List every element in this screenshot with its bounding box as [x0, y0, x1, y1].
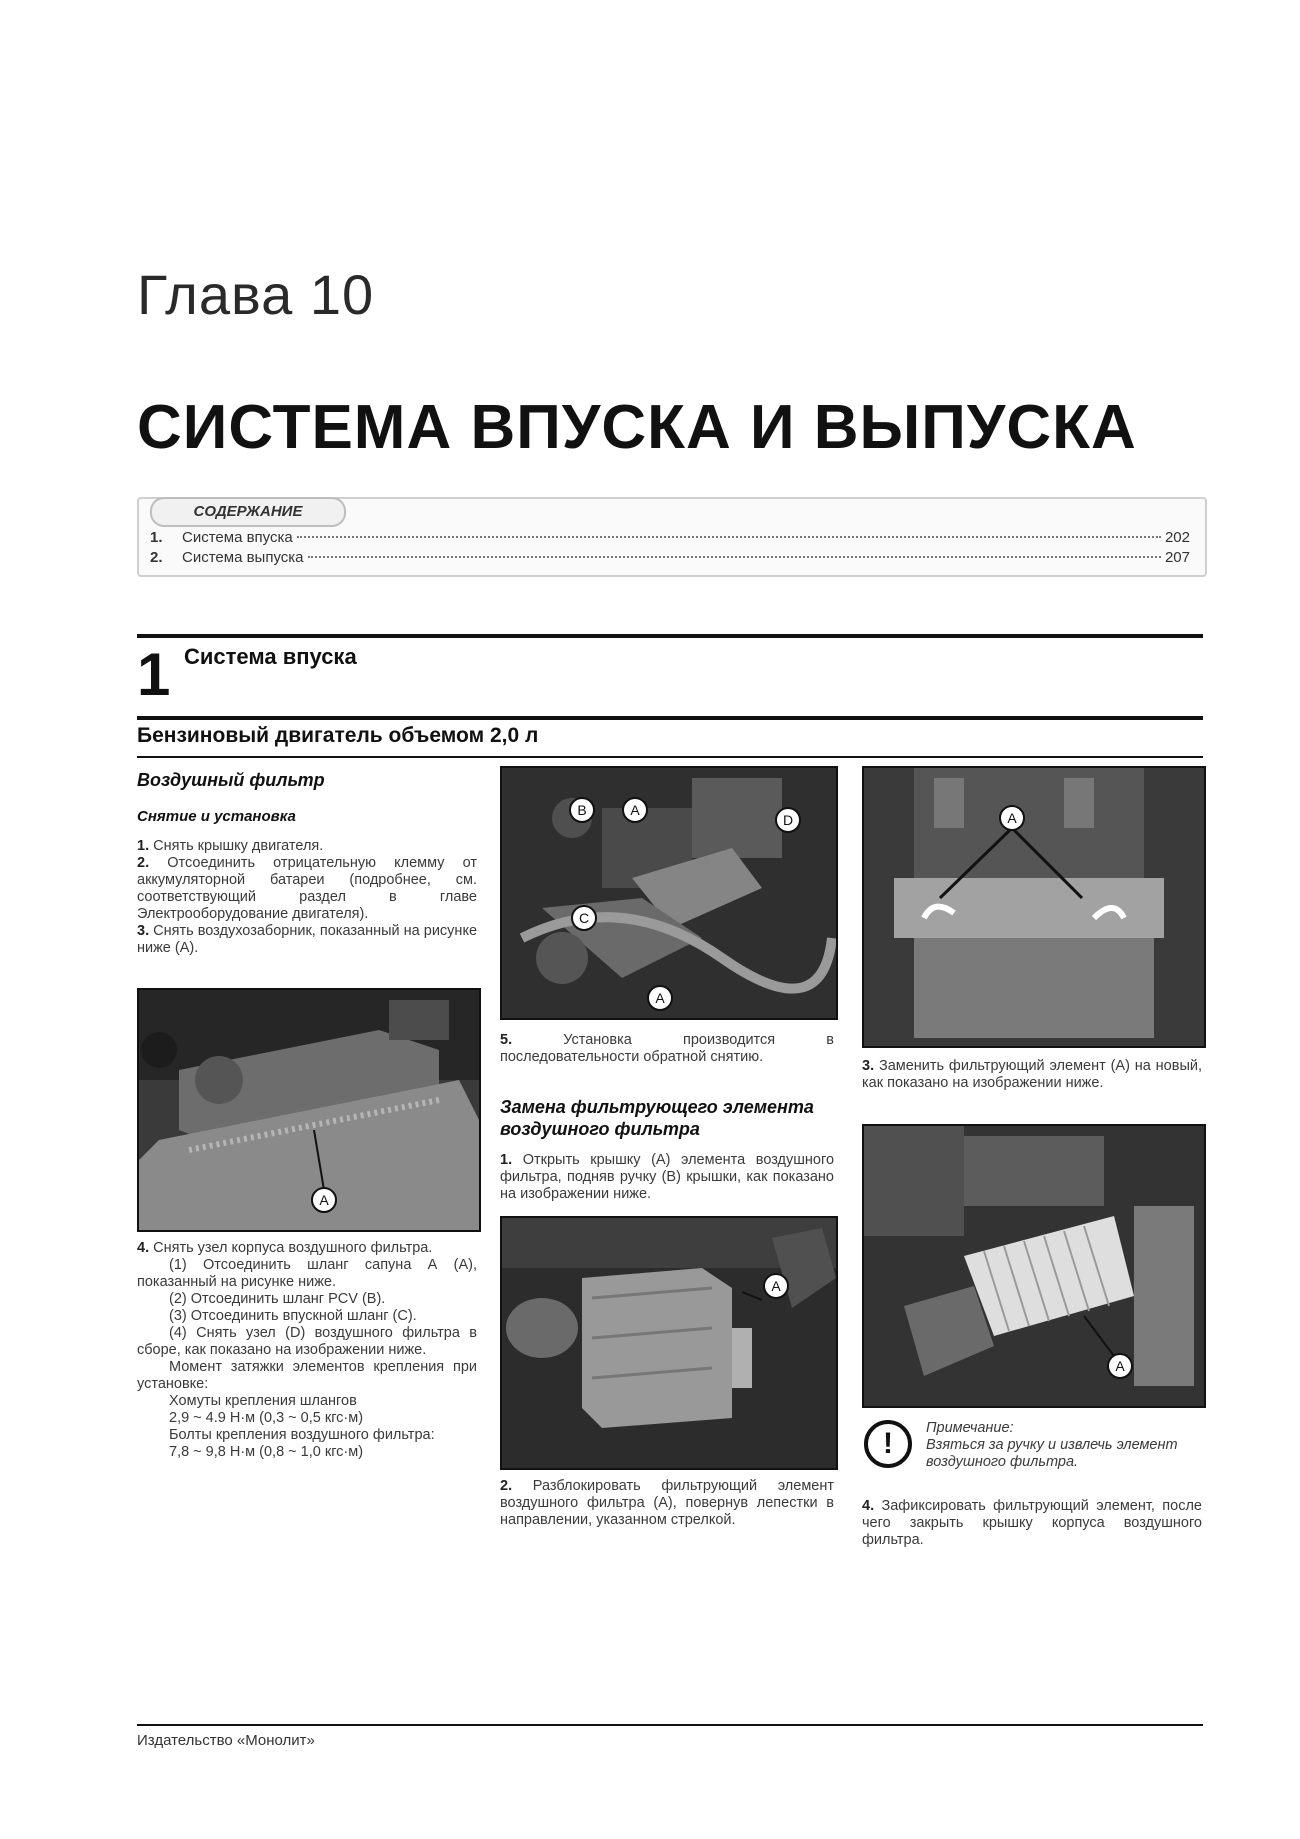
- chapter-label: Глава 10: [137, 263, 375, 326]
- step: 1. Снять крышку двигателя.: [137, 838, 324, 854]
- filter-replace-heading: Замена фильтрующего элемента воздушного фильтра: [500, 1097, 814, 1139]
- photo-new-filter: [862, 1124, 1206, 1408]
- col1-steps-top: [137, 838, 477, 957]
- toc-item-label: Система выпуска: [182, 549, 304, 566]
- removal-subheading: Снятие и установка: [137, 808, 296, 825]
- callout-a: A: [771, 1278, 781, 1294]
- section-number: 1: [137, 641, 171, 708]
- callout-a: A: [1115, 1358, 1125, 1374]
- exclamation-icon: !: [864, 1420, 912, 1468]
- toc-tab: СОДЕРЖАНИЕ: [150, 497, 346, 527]
- step: 2. Отсоединить отрицательную клемму от аккумуляторной батареи (подробнее, см. соответствующий раздел в главе Электрооборудование двигателя).: [137, 855, 477, 922]
- toc-item-num: 2.: [150, 549, 163, 566]
- engine-subtitle: Бензиновый двигатель объемом 2,0 л: [137, 724, 539, 747]
- toc-item-num: 1.: [150, 529, 163, 546]
- callout-a: A: [655, 990, 665, 1006]
- photo-air-intake: [137, 988, 481, 1232]
- footer-rule: [137, 1724, 1203, 1726]
- photo-filter-element: [862, 766, 1206, 1048]
- col2-step5: 5. Установка производится в последовательности обратной снятию.: [500, 1032, 834, 1065]
- col2-step2: 2. Разблокировать фильтрующий элемент воздушного фильтра (А), повернув лепестки в направлении, указанном стрелкой.: [500, 1478, 835, 1528]
- callout-b: B: [577, 802, 587, 818]
- note-text: Взяться за ручку и извлечь элемент воздушного фильтра.: [926, 1437, 1178, 1470]
- step: 3. Снять воздухозаборник, показанный на рисунке ниже (А).: [137, 923, 478, 956]
- callout-a: A: [319, 1192, 329, 1208]
- section-top-rule: [137, 634, 1203, 638]
- col2-step1: 1. Открыть крышку (А) элемента воздушного фильтра, подняв ручку (В) крышки, как показано на изображении ниже.: [500, 1152, 835, 1202]
- photo-engine-bay: [500, 766, 838, 1020]
- toc-leader: [297, 536, 1161, 538]
- toc-leader: [308, 556, 1161, 558]
- note-block: [926, 1420, 1202, 1471]
- callout-a: A: [630, 802, 640, 818]
- section-bottom-rule: [137, 716, 1203, 720]
- photo-filter-cover: [500, 1216, 838, 1470]
- toc-item[interactable]: [150, 549, 1190, 566]
- air-filter-heading: Воздушный фильтр: [137, 770, 325, 790]
- chapter-title: СИСТЕМА ВПУСКА И ВЫПУСКА: [137, 393, 1137, 462]
- toc-item[interactable]: [150, 529, 1190, 546]
- callout-d: D: [782, 812, 794, 828]
- callout-a: A: [1007, 810, 1017, 826]
- toc-item-page: 202: [1164, 529, 1190, 546]
- publisher-footer: Издательство «Монолит»: [137, 1732, 315, 1749]
- section-title: Система впуска: [184, 644, 357, 669]
- col3-step4: 4. Зафиксировать фильтрующий элемент, после чего закрыть крышку корпуса воздушного фильтра.: [862, 1498, 1202, 1548]
- toc-item-page: 207: [1164, 549, 1190, 566]
- subtitle-rule: [137, 756, 1203, 758]
- callout-c: C: [578, 910, 590, 926]
- col3-step3: 3. Заменить фильтрующий элемент (А) на новый, как показано на изображении ниже.: [862, 1058, 1202, 1091]
- toc-item-label: Система впуска: [182, 529, 293, 546]
- note-label: Примечание:: [926, 1420, 1014, 1436]
- col1-step4: 4. Снять узел корпуса воздушного фильтра. (1) Отсоединить шланг сапуна А (А), показанный на рисунке ниже. (2) Отсоединить шланг PCV (В). (3) Отсоединить впускной шланг (С). (4) Снять узел (D) воздушного фильтра в сборе, как показано на изображении ниже. Момент затяжки элементов крепления при установке: Хомуты крепления шлангов 2,9 ~ 4.9 Н·м (0,3 ~ 0,5 кгс·м) Болты крепления воздушного фильтра: 7,8 ~ 9,8 Н·м (0,8 ~ 1,0 кгс·м): [137, 1240, 477, 1460]
